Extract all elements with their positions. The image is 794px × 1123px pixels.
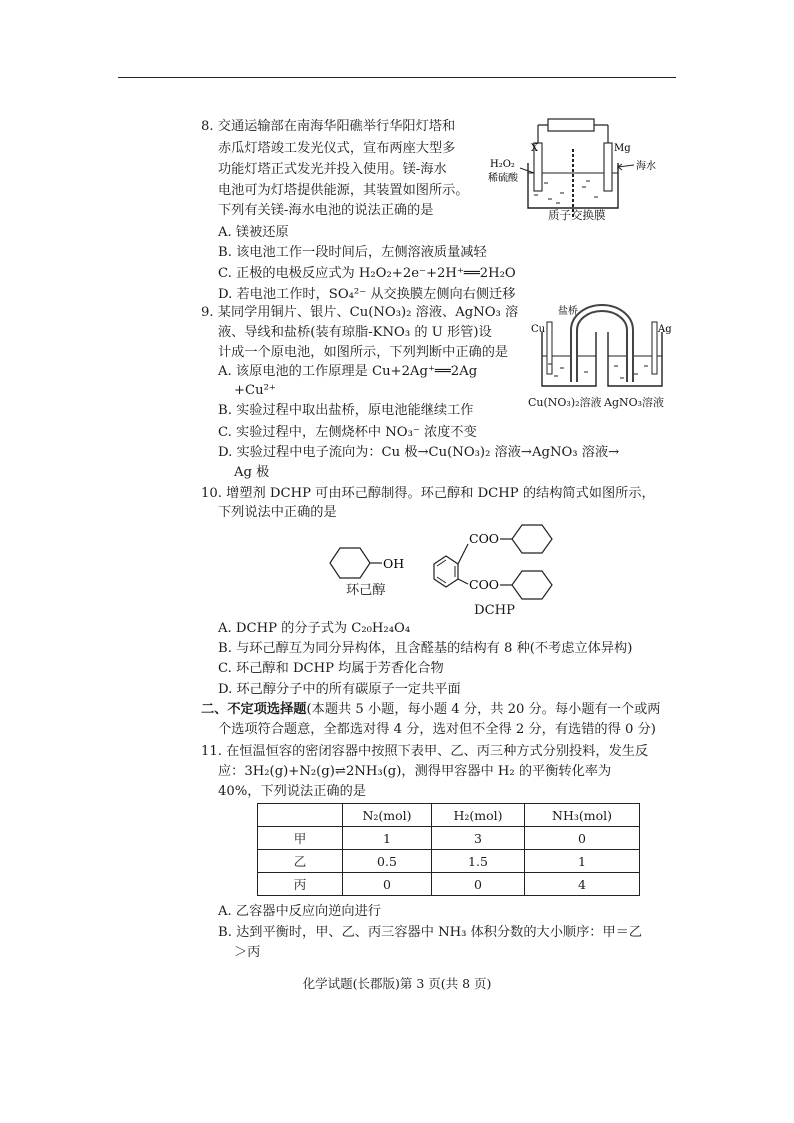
label-ag-solution: AgNO₃溶液 [604, 396, 665, 409]
table-cell: 4 [525, 873, 640, 896]
label-oh: OH [383, 556, 405, 571]
q10-option-a: A. DCHP 的分子式为 C₂₀H₂₄O₄ [218, 621, 411, 636]
q10-option-d: D. 环己醇分子中的所有碳原子一定共平面 [218, 682, 461, 697]
resistor [548, 119, 594, 131]
q9-option-b: B. 实验过程中取出盐桥，原电池能继续工作 [218, 403, 474, 418]
q11-option-b-cont: ＞丙 [234, 945, 261, 960]
section-2-heading [201, 700, 660, 720]
table-cell: 1.5 [432, 850, 525, 873]
q8-option-b: B. 该电池工作一段时间后，左侧溶液质量减轻 [218, 245, 487, 260]
feed-table [257, 803, 640, 896]
table-header: NH₃(mol) [525, 804, 640, 827]
table-row [258, 850, 640, 873]
solution-dots [534, 181, 598, 203]
q9-option-a-cont: +Cu²⁺ [234, 383, 276, 398]
q11-stem-line: 40%，下列说法正确的是 [218, 784, 366, 799]
electrode-cu [547, 322, 552, 374]
label-membrane: 质子交换膜 [548, 208, 606, 222]
q8-option-c: C. 正极的电极反应式为 H₂O₂+2e⁻+2H⁺══2H₂O [218, 266, 516, 281]
label-seawater: 海水 [636, 161, 656, 172]
q11-option-b: B. 达到平衡时，甲、乙、丙三容器中 NH₃ 体积分数的大小顺序：甲＝乙 [218, 925, 643, 940]
table-cell: 0 [525, 827, 640, 850]
table-cell: 0 [432, 873, 525, 896]
table-cell: 甲 [258, 827, 343, 850]
label-dchp: DCHP [474, 603, 516, 618]
q10-stem-line: 下列说法中正确的是 [218, 505, 337, 520]
label-acid: 稀硫酸 [488, 173, 518, 184]
q8-stem-line: 8. 交通运输部在南海华阳礁举行华阳灯塔和 [201, 119, 456, 134]
q9-stem-line: 计成一个原电池，如图所示，下列判断中正确的是 [218, 345, 509, 360]
table-cell: 1 [343, 827, 432, 850]
arrow-right [618, 164, 634, 170]
q9-stem-line: 9. 某同学用铜片、银片、Cu(NO₃)₂ 溶液、AgNO₃ 溶 [201, 305, 519, 320]
electrode-ag [652, 322, 657, 374]
galvanic-cell-diagram [530, 302, 670, 392]
label-cu: Cu [531, 324, 546, 335]
label-x: X [530, 143, 538, 154]
page-footer: 化学试题(长郡版)第 3 页(共 8 页) [302, 976, 492, 991]
label-coo2: COO [469, 577, 500, 592]
q11-stem-line: 11. 在恒温恒容的密闭容器中按照下表甲、乙、丙三种方式分别投料，发生反 [201, 744, 649, 759]
section-2-rules: (本题共 5 小题，每小题 4 分，共 20 分。每小题有一个或两 [306, 702, 661, 717]
q8-stem-line: 赤瓜灯塔竣工发光仪式，宣布两座大型多 [218, 141, 456, 156]
table-cell: 1 [525, 850, 640, 873]
q8-option-d: D. 若电池工作时，SO₄²⁻ 从交换膜左侧向右侧迁移 [218, 287, 516, 302]
q10-option-b: B. 与环己醇互为同分异构体，且含醛基的结构有 8 种(不考虑立体异构) [218, 641, 633, 656]
section-2-rules-cont: 个选项符合题意，全都选对得 4 分，选对但不全得 2 分，有选错的得 0 分) [218, 722, 656, 737]
table-header: N₂(mol) [343, 804, 432, 827]
electrode-mg [604, 143, 612, 191]
label-cu-solution: Cu(NO₃)₂溶液 [528, 396, 602, 409]
table-header: H₂(mol) [432, 804, 525, 827]
label-ag: Ag [658, 324, 672, 335]
cyclohexyl-ring-1 [512, 525, 552, 553]
table-row [258, 827, 640, 850]
label-h2o2: H₂O₂ [490, 159, 515, 170]
table-cell: 丙 [258, 873, 343, 896]
table-row [258, 873, 640, 896]
cyclohexanol-ring [330, 548, 370, 578]
arrow-left [520, 168, 534, 173]
q8-stem-line: 功能灯塔正式发光并投入使用。镁-海水 [218, 162, 447, 177]
label-mg: Mg [614, 143, 631, 154]
q9-option-a: A. 该原电池的工作原理是 Cu+2Ag⁺══2Ag [218, 364, 478, 379]
q9-option-c: C. 实验过程中，左侧烧杯中 NO₃⁻ 浓度不变 [218, 425, 477, 440]
bond-coo2 [458, 579, 468, 584]
label-coo1: COO [469, 531, 500, 546]
q10-stem-line: 10. 增塑剂 DCHP 可由环己醇制得。环己醇和 DCHP 的结构简式如图所示， [201, 486, 655, 501]
label-cyclohexanol: 环己醇 [346, 583, 386, 598]
table-header-row [258, 804, 640, 827]
q8-option-a: A. 镁被还原 [218, 225, 289, 240]
table-cell: 0.5 [343, 850, 432, 873]
table-cell: 0 [343, 873, 432, 896]
table-cell: 乙 [258, 850, 343, 873]
q11-option-a: A. 乙容器中反应向逆向进行 [218, 904, 381, 919]
benzene-double-bonds [437, 560, 455, 583]
bond-coo1 [458, 544, 468, 564]
q8-stem-line: 电池可为灯塔提供能源，其装置如图所示。 [218, 183, 469, 198]
section-2-title: 二、不定项选择题 [201, 702, 307, 717]
benzene-ring [434, 556, 458, 587]
cyclohexyl-ring-2 [512, 571, 552, 599]
q11-stem-line: 应：3H₂(g)+N₂(g)⇌2NH₃(g)，测得甲容器中 H₂ 的平衡转化率为 [218, 764, 612, 779]
table-cell: 3 [432, 827, 525, 850]
q8-stem-line: 下列有关镁-海水电池的说法正确的是 [218, 203, 434, 218]
label-salt-bridge: 盐桥 [558, 306, 578, 317]
q10-option-c: C. 环己醇和 DCHP 均属于芳香化合物 [218, 661, 444, 676]
structure-diagram [320, 522, 570, 630]
q9-option-d-cont: Ag 极 [234, 465, 270, 480]
table-header [258, 804, 343, 827]
header-rule [118, 77, 676, 78]
q9-stem-line: 液、导线和盐桥(装有琼脂-KNO₃ 的 U 形管)设 [218, 325, 492, 340]
salt-bridge [574, 308, 630, 382]
q9-option-d: D. 实验过程中电子流向为：Cu 极→Cu(NO₃)₂ 溶液→AgNO₃ 溶液→ [218, 445, 620, 460]
